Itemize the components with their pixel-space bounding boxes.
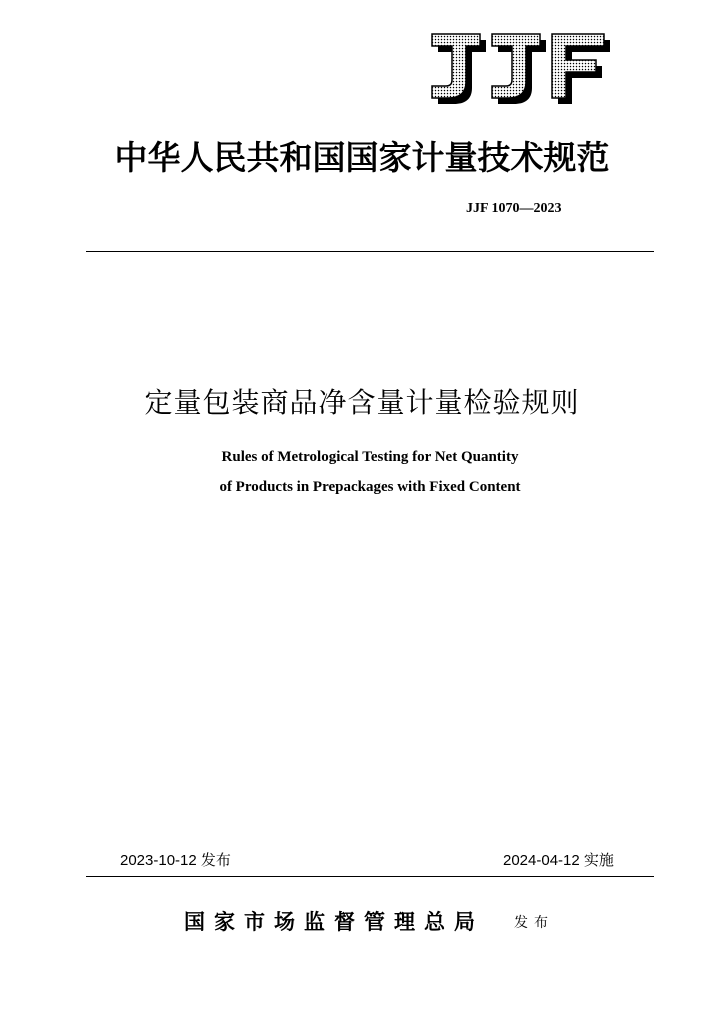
standard-code: JJF 1070—2023 bbox=[466, 201, 562, 216]
publisher-name: 国家市场监督管理总局 bbox=[184, 909, 484, 934]
english-title-line-2: of Products in Prepackages with Fixed Content bbox=[219, 479, 521, 495]
jjf-logo bbox=[428, 32, 614, 104]
standard-type-title: 中华人民共和国国家计量技术规范 bbox=[114, 138, 610, 177]
top-divider bbox=[86, 251, 654, 252]
chinese-title: 定量包装商品净含量计量检验规则 bbox=[144, 386, 580, 419]
implementation-date: 2024-04-12 实施 bbox=[503, 852, 614, 869]
english-title-line-1: Rules of Metrological Testing for Net Quantity bbox=[221, 449, 519, 465]
issue-date: 2023-10-12 发布 bbox=[120, 852, 231, 869]
bottom-divider bbox=[86, 876, 654, 877]
publish-label: 发布 bbox=[514, 915, 554, 931]
